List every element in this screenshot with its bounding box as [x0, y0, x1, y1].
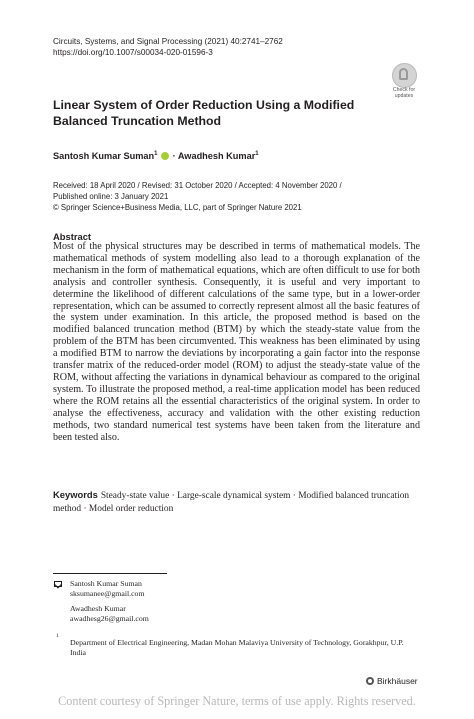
keywords-label: Keywords: [53, 489, 98, 500]
publisher-name: Birkhäuser: [377, 676, 418, 686]
abstract-body: Most of the physical structures may be described in terms of mathematical models. The mathematical methods of system modelling also lead to a thorough explanation of the mechanism in the form of mathematical equations, which are often difficult to use for both analysis and controller synthesis. Consequently, it is useful and very important to determine the likelihood of different calculations of the same type, but in a lower-order representation, which can be assumed to correctly represent almost all the basic features of the system under examination. In this article, the proposed method is based on the modified balanced truncation method (BTM) by which the steady-state value from the problem of the BTM has been circumvented. This weakness has been eliminated by using a modified BTM to narrow the deviations by incorporating a gain factor into the response transfer matrix of the reduced-order model (ROM) to adjust the steady-state value of the ROM, without affecting the variations in dynamical behaviour as compared to the original system. To illustrate the proposed method, a real-time application model has been reduced where the ROM retains all the essential characteristics of the original system. In order to analyse the effectiveness, accuracy and validation with the other existing reduction methods, two standard numerical test systems have been taken from the literature and been tested also.: [53, 241, 420, 443]
courtesy-watermark: Content courtesy of Springer Nature, terms of use apply. Rights reserved.: [58, 694, 416, 708]
doi-link[interactable]: https://doi.org/10.1007/s00034-020-01596-3: [53, 48, 213, 57]
dates-published-online: Published online: 3 January 2021: [53, 192, 169, 201]
corresponding-author-name: Santosh Kumar Suman: [70, 579, 142, 588]
article-title: Linear System of Order Reduction Using a Modified Balanced Truncation Method: [53, 98, 355, 128]
dates-received-revised-accepted: Received: 18 April 2020 / Revised: 31 October 2020 / Accepted: 4 November 2020 /: [53, 181, 342, 190]
affiliation-text: Department of Electrical Engineering, Madan Mohan Malaviya University of Technology, Gorakhpur, U.P. India: [70, 638, 404, 657]
footnote-divider: [53, 573, 167, 574]
check-for-updates-badge[interactable]: [387, 63, 421, 103]
keywords-list: Steady-state value · Large-scale dynamical system · Modified balanced truncation method · Model order reduction: [53, 491, 410, 514]
author-name[interactable]: Santosh Kumar Suman: [53, 151, 155, 162]
publisher-logo: [366, 676, 418, 687]
affiliation-marker: 1: [154, 151, 158, 157]
keywords-section: [53, 489, 420, 515]
orcid-icon[interactable]: [161, 152, 169, 160]
coauthor-name: Awadhesh Kumar: [70, 604, 126, 613]
author-name[interactable]: Awadhesh Kumar: [177, 151, 256, 162]
author-list: [53, 148, 259, 162]
publication-dates: [53, 180, 433, 213]
coauthor-email[interactable]: awadhesg26@gmail.com: [70, 614, 149, 623]
journal-citation: Circuits, Systems, and Signal Processing (2021) 40:2741–2762: [53, 37, 283, 46]
affiliation-marker: 1: [255, 151, 259, 157]
author-separator: ·: [172, 151, 176, 162]
check-for-updates-label: Check for updates: [392, 87, 416, 99]
abstract-heading: Abstract: [53, 231, 92, 242]
affiliation-number: 1: [56, 633, 59, 639]
corresponding-author-email[interactable]: sksumanee@gmail.com: [70, 589, 145, 598]
check-for-updates-icon: [392, 63, 417, 88]
envelope-icon: [54, 581, 62, 587]
birkhauser-logo-icon: [366, 677, 374, 685]
copyright-notice: © Springer Science+Business Media, LLC, part of Springer Nature 2021: [53, 203, 302, 212]
